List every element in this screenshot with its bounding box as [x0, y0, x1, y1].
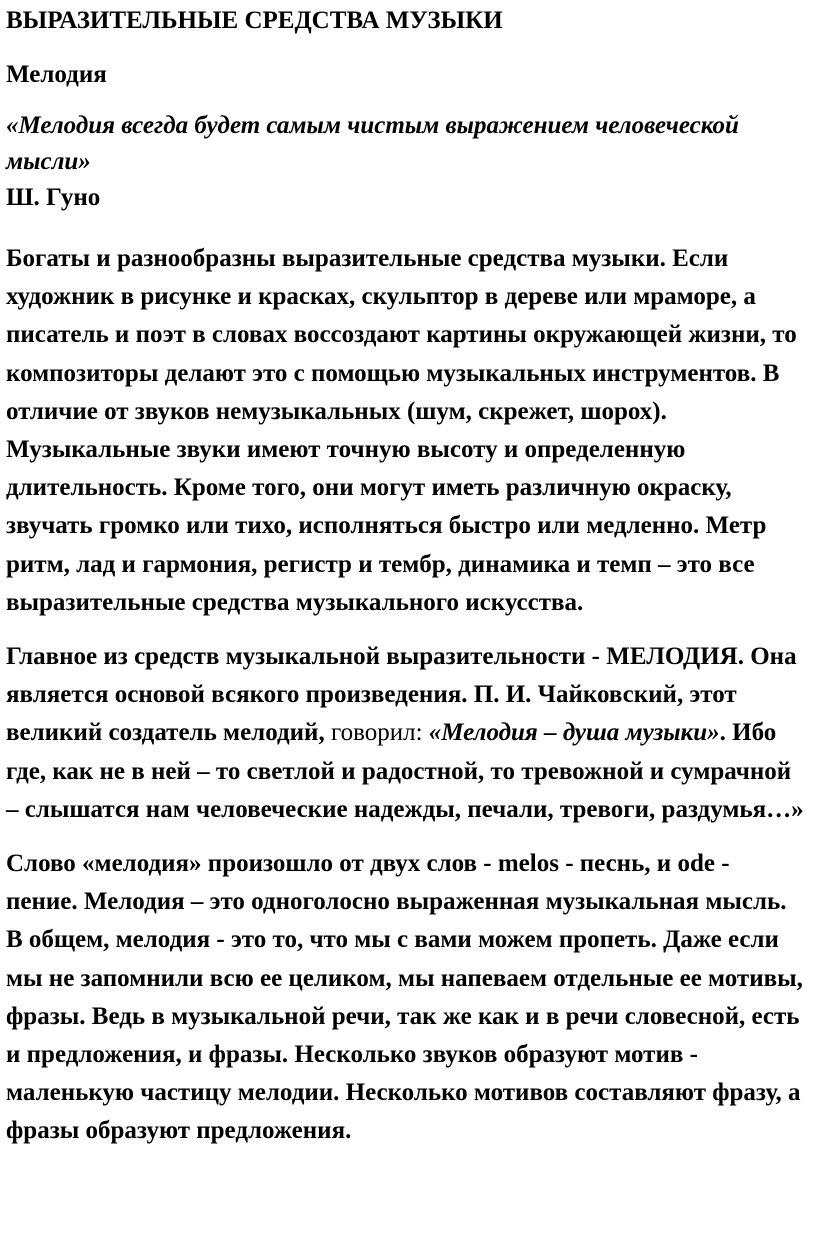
epigraph	[6, 108, 806, 216]
epigraph-author: Ш. Гуно	[6, 184, 101, 211]
paragraph-2-said: говорил:	[330, 719, 429, 747]
section-subtitle: Мелодия	[6, 61, 107, 88]
paragraph-3: Слово «мелодия» произошло от двух слов - melos - песнь, и ode - пение. Мелодия – это одноголосно выраженная музыкальная мысль. В общем, мелодия - это то, что мы с вами можем пропеть. Даже если мы не запомнили всю ее целиком, мы напеваем отдельные ее мотивы, фразы. Ведь в музыкальной речи, так же как и в речи словесной, есть и предложения, и фразы. Несколько звуков образуют мотив - маленькую частицу мелодии. Несколько мотивов составляют фразу, а фразы образуют предложения.	[6, 850, 803, 1145]
paragraph-1: Богаты и разнообразны выразительные средства музыки. Если художник в рисунке и красках, скульптор в дереве или мраморе, а писатель и поэт в словах воссоздают картины окружающей жизни, то композиторы делают это с помощью музыкальных инструментов. В отличие от звуков немузыкальных (шум, скрежет, шорох). Музыкальные звуки имеют точную высоту и определенную длительность. Кроме того, они могут иметь различную окраску, звучать громко или тихо, исполняться быстро или медленно. Метр ритм, лад и гармония, регистр и тембр, динамика и темп – это все выразительные средства музыкального искусства.	[6, 245, 797, 616]
paragraph-2-text-c: . Ибо где, как не в ней – то светлой и радостной, то тревожной и сумрачной – слышатся нам человеческие надежды, печали, тревоги, раздумья…»	[6, 719, 804, 823]
paragraph-2-text-a: Главное из средств музыкальной выразительности - МЕЛОДИЯ. Она является основой всякого произведения. П. И. Чайковский, этот великий создатель мелодий,	[6, 643, 797, 747]
paragraph-2	[6, 638, 806, 829]
paragraph-2-quote: «Мелодия – душа музыки»	[428, 719, 720, 747]
page-title: ВЫРАЗИТЕЛЬНЫЕ СРЕДСТВА МУЗЫКИ	[6, 7, 503, 34]
epigraph-quote: «Мелодия всегда будет самым чистым выражением человеческой мысли»	[6, 112, 739, 175]
